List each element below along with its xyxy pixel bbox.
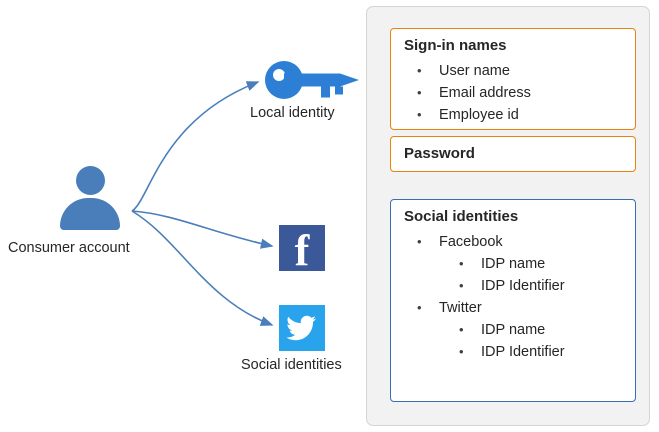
list-item: • Email address <box>405 82 531 104</box>
person-icon <box>58 166 122 228</box>
list-item: • IDP name <box>405 253 565 275</box>
sign-in-names-title: Sign-in names <box>404 37 507 54</box>
key-icon <box>265 60 359 100</box>
social-identities-label: Social identities <box>241 357 342 373</box>
social-identities-title: Social identities <box>404 208 519 225</box>
list-item: • IDP Identifier <box>405 275 565 297</box>
person-head-shape <box>76 166 105 195</box>
password-title: Password <box>404 145 475 162</box>
consumer-account-label: Consumer account <box>8 240 130 256</box>
list-item: • Facebook <box>405 231 565 253</box>
twitter-icon <box>279 305 325 351</box>
facebook-icon <box>279 225 325 275</box>
list-item: • IDP Identifier <box>405 341 565 363</box>
social-identities-list <box>405 231 565 363</box>
social-identities-box <box>390 199 636 402</box>
password-box <box>390 136 636 172</box>
list-item: • Employee id <box>405 104 531 126</box>
list-item: • User name <box>405 60 531 82</box>
list-item: • IDP name <box>405 319 565 341</box>
person-body-shape <box>60 198 120 230</box>
list-item: • Twitter <box>405 297 565 319</box>
sign-in-names-list <box>405 60 531 126</box>
local-identity-label: Local identity <box>250 105 335 121</box>
sign-in-names-box <box>390 28 636 130</box>
facebook-glyph: f <box>294 226 310 275</box>
